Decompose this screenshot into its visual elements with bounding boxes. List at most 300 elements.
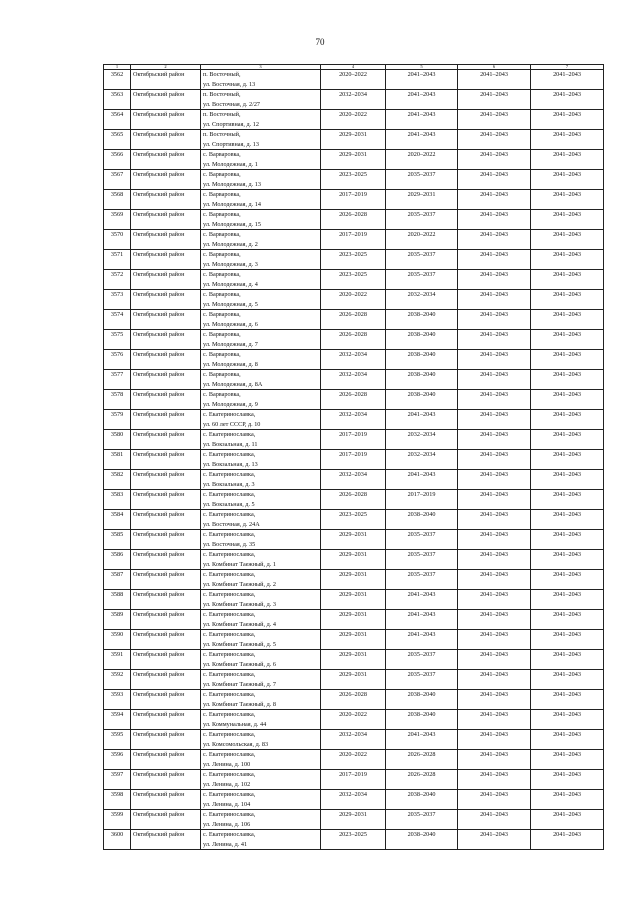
- period-col4-cell: 2032–2034: [321, 470, 386, 490]
- row-number-cell: 3585: [104, 530, 131, 550]
- period-col7-cell: 2041–2043: [531, 270, 604, 290]
- address-settlement: с. Варваровка,: [203, 191, 241, 198]
- period-col6-cell: 2041–2043: [458, 790, 531, 810]
- address-street: ул. Восточная, д. 35: [203, 540, 256, 548]
- period-col6-cell: 2041–2043: [458, 650, 531, 670]
- period-col6-cell: 2041–2043: [458, 510, 531, 530]
- period-col4-cell: 2026–2028: [321, 690, 386, 710]
- period-col5-cell: 2041–2043: [386, 70, 458, 90]
- period-col5-cell: 2035–2037: [386, 570, 458, 590]
- table-row: [104, 750, 604, 770]
- address-street: ул. Вокзальная, д. 5: [203, 500, 255, 508]
- period-col7-cell: 2041–2043: [531, 650, 604, 670]
- period-col7-cell: 2041–2043: [531, 810, 604, 830]
- period-col4-cell: 2026–2028: [321, 210, 386, 230]
- address-settlement: с. Екатеринославка,: [203, 531, 256, 538]
- table-row: [104, 650, 604, 670]
- period-col5-cell: 2035–2037: [386, 810, 458, 830]
- table-row: [104, 310, 604, 330]
- address-cell: [201, 710, 321, 730]
- address-cell: [201, 290, 321, 310]
- table-row: [104, 610, 604, 630]
- row-number-cell: 3597: [104, 770, 131, 790]
- period-col6-cell: 2041–2043: [458, 370, 531, 390]
- address-settlement: с. Екатеринославка,: [203, 551, 256, 558]
- period-col7-cell: 2041–2043: [531, 290, 604, 310]
- period-col6-cell: 2041–2043: [458, 70, 531, 90]
- period-col5-cell: 2038–2040: [386, 390, 458, 410]
- row-number-cell: 3584: [104, 510, 131, 530]
- row-number-cell: 3586: [104, 550, 131, 570]
- row-number-cell: 3578: [104, 390, 131, 410]
- district-cell: Октябрьский район: [131, 690, 201, 710]
- period-col7-cell: 2041–2043: [531, 210, 604, 230]
- district-cell: Октябрьский район: [131, 450, 201, 470]
- column-header: 7: [531, 65, 604, 70]
- address-settlement: с. Екатеринославка,: [203, 591, 256, 598]
- address-cell: [201, 790, 321, 810]
- period-col6-cell: 2041–2043: [458, 570, 531, 590]
- period-col5-cell: 2041–2043: [386, 610, 458, 630]
- table-row: [104, 150, 604, 170]
- period-col6-cell: 2041–2043: [458, 290, 531, 310]
- period-col7-cell: 2041–2043: [531, 390, 604, 410]
- table-row: [104, 630, 604, 650]
- period-col6-cell: 2041–2043: [458, 470, 531, 490]
- period-col4-cell: 2032–2034: [321, 730, 386, 750]
- period-col7-cell: 2041–2043: [531, 610, 604, 630]
- district-cell: Октябрьский район: [131, 750, 201, 770]
- table-row: [104, 730, 604, 750]
- row-number-cell: 3598: [104, 790, 131, 810]
- district-cell: Октябрьский район: [131, 650, 201, 670]
- district-cell: Октябрьский район: [131, 510, 201, 530]
- address-street: ул. Ленина, д. 102: [203, 780, 251, 788]
- period-col7-cell: 2041–2043: [531, 750, 604, 770]
- district-cell: Октябрьский район: [131, 290, 201, 310]
- period-col6-cell: 2041–2043: [458, 110, 531, 130]
- period-col6-cell: 2041–2043: [458, 390, 531, 410]
- district-cell: Октябрьский район: [131, 410, 201, 430]
- table-row: [104, 490, 604, 510]
- district-cell: Октябрьский район: [131, 330, 201, 350]
- address-cell: [201, 650, 321, 670]
- district-cell: Октябрьский район: [131, 710, 201, 730]
- period-col6-cell: 2041–2043: [458, 230, 531, 250]
- table-row: [104, 230, 604, 250]
- address-cell: [201, 470, 321, 490]
- period-col6-cell: 2041–2043: [458, 750, 531, 770]
- address-cell: [201, 490, 321, 510]
- table-row: [104, 390, 604, 410]
- period-col6-cell: 2041–2043: [458, 590, 531, 610]
- address-cell: [201, 410, 321, 430]
- address-settlement: с. Екатеринославка,: [203, 771, 256, 778]
- address-settlement: с. Екатеринославка,: [203, 731, 256, 738]
- period-col4-cell: 2029–2031: [321, 810, 386, 830]
- address-street: ул. Комсомольская, д. 83: [203, 740, 269, 748]
- address-street: ул. Спортивная, д. 12: [203, 120, 259, 128]
- period-col6-cell: 2041–2043: [458, 530, 531, 550]
- period-col5-cell: 2038–2040: [386, 350, 458, 370]
- address-settlement: п. Восточный,: [203, 111, 241, 118]
- period-col4-cell: 2026–2028: [321, 330, 386, 350]
- address-cell: [201, 450, 321, 470]
- district-cell: Октябрьский район: [131, 670, 201, 690]
- period-col4-cell: 2032–2034: [321, 350, 386, 370]
- address-cell: [201, 590, 321, 610]
- period-col5-cell: 2026–2028: [386, 750, 458, 770]
- row-number-cell: 3590: [104, 630, 131, 650]
- address-cell: [201, 330, 321, 350]
- period-col7-cell: 2041–2043: [531, 530, 604, 550]
- period-col7-cell: 2041–2043: [531, 150, 604, 170]
- table-row: [104, 590, 604, 610]
- period-col5-cell: 2017–2019: [386, 490, 458, 510]
- period-col7-cell: 2041–2043: [531, 550, 604, 570]
- address-cell: [201, 670, 321, 690]
- address-street: ул. Восточная, д. 13: [203, 80, 256, 88]
- table-row: [104, 430, 604, 450]
- district-cell: Октябрьский район: [131, 430, 201, 450]
- address-cell: [201, 150, 321, 170]
- address-cell: [201, 350, 321, 370]
- period-col4-cell: 2029–2031: [321, 530, 386, 550]
- period-col7-cell: 2041–2043: [531, 570, 604, 590]
- period-col5-cell: 2041–2043: [386, 470, 458, 490]
- period-col5-cell: 2032–2034: [386, 450, 458, 470]
- period-col5-cell: 2038–2040: [386, 690, 458, 710]
- table-row: [104, 450, 604, 470]
- address-street: ул. Молодежная, д. 8А: [203, 380, 263, 388]
- period-col5-cell: 2020–2022: [386, 230, 458, 250]
- period-col7-cell: 2041–2043: [531, 450, 604, 470]
- address-cell: [201, 510, 321, 530]
- address-street: ул. Молодежная, д. 3: [203, 260, 258, 268]
- period-col7-cell: 2041–2043: [531, 90, 604, 110]
- period-col4-cell: 2029–2031: [321, 670, 386, 690]
- row-number-cell: 3589: [104, 610, 131, 630]
- period-col4-cell: 2023–2025: [321, 250, 386, 270]
- row-number-cell: 3592: [104, 670, 131, 690]
- period-col6-cell: 2041–2043: [458, 210, 531, 230]
- period-col5-cell: 2038–2040: [386, 830, 458, 850]
- address-street: ул. Вокзальная, д. 11: [203, 440, 258, 448]
- district-cell: Октябрьский район: [131, 90, 201, 110]
- register-table: [103, 64, 604, 850]
- address-cell: [201, 690, 321, 710]
- district-cell: Октябрьский район: [131, 350, 201, 370]
- table-row: [104, 770, 604, 790]
- address-settlement: с. Екатеринославка,: [203, 411, 256, 418]
- period-col4-cell: 2020–2022: [321, 70, 386, 90]
- period-col5-cell: 2038–2040: [386, 790, 458, 810]
- address-street: ул. Вокзальная, д. 13: [203, 460, 258, 468]
- row-number-cell: 3568: [104, 190, 131, 210]
- period-col4-cell: 2017–2019: [321, 430, 386, 450]
- address-settlement: с. Екатеринославка,: [203, 831, 256, 838]
- district-cell: Октябрьский район: [131, 570, 201, 590]
- row-number-cell: 3588: [104, 590, 131, 610]
- address-cell: [201, 70, 321, 90]
- period-col6-cell: 2041–2043: [458, 130, 531, 150]
- period-col5-cell: 2035–2037: [386, 210, 458, 230]
- period-col6-cell: 2041–2043: [458, 770, 531, 790]
- period-col6-cell: 2041–2043: [458, 490, 531, 510]
- period-col6-cell: 2041–2043: [458, 190, 531, 210]
- district-cell: Октябрьский район: [131, 810, 201, 830]
- period-col5-cell: 2041–2043: [386, 410, 458, 430]
- period-col5-cell: 2038–2040: [386, 370, 458, 390]
- period-col6-cell: 2041–2043: [458, 330, 531, 350]
- address-street: ул. Ленина, д. 41: [203, 840, 248, 848]
- period-col4-cell: 2020–2022: [321, 290, 386, 310]
- address-settlement: с. Екатеринославка,: [203, 431, 256, 438]
- table-row: [104, 330, 604, 350]
- row-number-cell: 3591: [104, 650, 131, 670]
- period-col5-cell: 2038–2040: [386, 710, 458, 730]
- address-settlement: с. Варваровка,: [203, 371, 241, 378]
- address-cell: [201, 250, 321, 270]
- table-row: [104, 470, 604, 490]
- district-cell: Октябрьский район: [131, 70, 201, 90]
- address-street: ул. Спортивная, д. 13: [203, 140, 259, 148]
- period-col7-cell: 2041–2043: [531, 170, 604, 190]
- period-col7-cell: 2041–2043: [531, 130, 604, 150]
- period-col7-cell: 2041–2043: [531, 310, 604, 330]
- period-col7-cell: 2041–2043: [531, 730, 604, 750]
- row-number-cell: 3581: [104, 450, 131, 470]
- row-number-cell: 3596: [104, 750, 131, 770]
- address-cell: [201, 370, 321, 390]
- table-row: [104, 510, 604, 530]
- row-number-cell: 3566: [104, 150, 131, 170]
- row-number-cell: 3579: [104, 410, 131, 430]
- address-street: ул. Ленина, д. 106: [203, 820, 251, 828]
- period-col4-cell: 2029–2031: [321, 630, 386, 650]
- table-row: [104, 70, 604, 90]
- address-settlement: с. Екатеринославка,: [203, 611, 256, 618]
- period-col7-cell: 2041–2043: [531, 790, 604, 810]
- row-number-cell: 3577: [104, 370, 131, 390]
- row-number-cell: 3574: [104, 310, 131, 330]
- row-number-cell: 3572: [104, 270, 131, 290]
- period-col6-cell: 2041–2043: [458, 350, 531, 370]
- address-cell: [201, 190, 321, 210]
- table-row: [104, 710, 604, 730]
- district-cell: Октябрьский район: [131, 730, 201, 750]
- row-number-cell: 3564: [104, 110, 131, 130]
- district-cell: Октябрьский район: [131, 370, 201, 390]
- address-cell: [201, 130, 321, 150]
- period-col4-cell: 2020–2022: [321, 110, 386, 130]
- address-street: ул. Вокзальная, д. 3: [203, 480, 255, 488]
- address-cell: [201, 630, 321, 650]
- address-cell: [201, 530, 321, 550]
- page-number: 70: [315, 37, 325, 47]
- address-street: ул. Молодежная, д. 7: [203, 340, 258, 348]
- district-cell: Октябрьский район: [131, 770, 201, 790]
- period-col4-cell: 2029–2031: [321, 650, 386, 670]
- period-col6-cell: 2041–2043: [458, 410, 531, 430]
- address-settlement: с. Варваровка,: [203, 391, 241, 398]
- period-col4-cell: 2032–2034: [321, 90, 386, 110]
- period-col5-cell: 2035–2037: [386, 670, 458, 690]
- address-cell: [201, 770, 321, 790]
- address-settlement: с. Варваровка,: [203, 331, 241, 338]
- address-street: ул. Молодежная, д. 13: [203, 180, 261, 188]
- column-header: 4: [321, 65, 386, 70]
- address-cell: [201, 110, 321, 130]
- address-street: ул. Молодежная, д. 4: [203, 280, 258, 288]
- address-settlement: с. Варваровка,: [203, 351, 241, 358]
- period-col4-cell: 2026–2028: [321, 390, 386, 410]
- table-row: [104, 270, 604, 290]
- period-col6-cell: 2041–2043: [458, 270, 531, 290]
- period-col5-cell: 2035–2037: [386, 250, 458, 270]
- row-number-cell: 3570: [104, 230, 131, 250]
- column-header: 5: [386, 65, 458, 70]
- address-street: ул. Молодежная, д. 8: [203, 360, 258, 368]
- period-col6-cell: 2041–2043: [458, 90, 531, 110]
- period-col6-cell: 2041–2043: [458, 450, 531, 470]
- row-number-cell: 3587: [104, 570, 131, 590]
- period-col6-cell: 2041–2043: [458, 810, 531, 830]
- address-settlement: с. Екатеринославка,: [203, 511, 256, 518]
- column-header: 2: [131, 65, 201, 70]
- address-street: ул. Комбинат Таежный, д. 8: [203, 700, 276, 708]
- period-col7-cell: 2041–2043: [531, 830, 604, 850]
- row-number-cell: 3583: [104, 490, 131, 510]
- period-col7-cell: 2041–2043: [531, 490, 604, 510]
- address-cell: [201, 430, 321, 450]
- table-row: [104, 550, 604, 570]
- address-cell: [201, 610, 321, 630]
- table-row: [104, 830, 604, 850]
- column-header: 3: [201, 65, 321, 70]
- address-settlement: с. Екатеринославка,: [203, 571, 256, 578]
- period-col5-cell: 2041–2043: [386, 110, 458, 130]
- row-number-cell: 3575: [104, 330, 131, 350]
- period-col7-cell: 2041–2043: [531, 770, 604, 790]
- table-row: [104, 90, 604, 110]
- period-col5-cell: 2035–2037: [386, 550, 458, 570]
- district-cell: Октябрьский район: [131, 250, 201, 270]
- address-settlement: с. Варваровка,: [203, 251, 241, 258]
- row-number-cell: 3582: [104, 470, 131, 490]
- period-col5-cell: 2041–2043: [386, 90, 458, 110]
- district-cell: Октябрьский район: [131, 790, 201, 810]
- address-street: ул. Молодежная, д. 15: [203, 220, 261, 228]
- period-col6-cell: 2041–2043: [458, 630, 531, 650]
- address-settlement: с. Варваровка,: [203, 171, 241, 178]
- period-col4-cell: 2023–2025: [321, 830, 386, 850]
- table-row: [104, 210, 604, 230]
- address-cell: [201, 210, 321, 230]
- table-row: [104, 690, 604, 710]
- period-col6-cell: 2041–2043: [458, 150, 531, 170]
- period-col5-cell: 2032–2034: [386, 290, 458, 310]
- address-street: ул. Комбинат Таежный, д. 3: [203, 600, 276, 608]
- address-cell: [201, 170, 321, 190]
- table-row: [104, 410, 604, 430]
- period-col5-cell: 2038–2040: [386, 310, 458, 330]
- district-cell: Октябрьский район: [131, 310, 201, 330]
- address-settlement: с. Варваровка,: [203, 271, 241, 278]
- period-col7-cell: 2041–2043: [531, 410, 604, 430]
- period-col5-cell: 2026–2028: [386, 770, 458, 790]
- address-street: ул. Ленина, д. 104: [203, 800, 251, 808]
- period-col5-cell: 2020–2022: [386, 150, 458, 170]
- table-row: [104, 810, 604, 830]
- address-settlement: с. Варваровка,: [203, 231, 241, 238]
- address-settlement: с. Екатеринославка,: [203, 631, 256, 638]
- address-settlement: с. Варваровка,: [203, 291, 241, 298]
- row-number-cell: 3565: [104, 130, 131, 150]
- district-cell: Октябрьский район: [131, 390, 201, 410]
- period-col7-cell: 2041–2043: [531, 590, 604, 610]
- period-col4-cell: 2017–2019: [321, 230, 386, 250]
- address-settlement: с. Екатеринославка,: [203, 791, 256, 798]
- address-cell: [201, 830, 321, 850]
- period-col6-cell: 2041–2043: [458, 710, 531, 730]
- column-header: 6: [458, 65, 531, 70]
- period-col7-cell: 2041–2043: [531, 710, 604, 730]
- address-settlement: с. Варваровка,: [203, 311, 241, 318]
- district-cell: Октябрьский район: [131, 630, 201, 650]
- address-settlement: с. Варваровка,: [203, 211, 241, 218]
- district-cell: Октябрьский район: [131, 270, 201, 290]
- period-col5-cell: 2041–2043: [386, 730, 458, 750]
- district-cell: Октябрьский район: [131, 530, 201, 550]
- address-settlement: с. Екатеринославка,: [203, 811, 256, 818]
- period-col4-cell: 2023–2025: [321, 270, 386, 290]
- address-street: ул. Комбинат Таежный, д. 7: [203, 680, 276, 688]
- period-col7-cell: 2041–2043: [531, 190, 604, 210]
- district-cell: Октябрьский район: [131, 830, 201, 850]
- table-row: [104, 190, 604, 210]
- district-cell: Октябрьский район: [131, 610, 201, 630]
- address-street: ул. Молодежная, д. 14: [203, 200, 261, 208]
- period-col6-cell: 2041–2043: [458, 550, 531, 570]
- period-col4-cell: 2029–2031: [321, 610, 386, 630]
- address-street: ул. Комбинат Таежный, д. 1: [203, 560, 276, 568]
- address-cell: [201, 390, 321, 410]
- address-cell: [201, 570, 321, 590]
- period-col7-cell: 2041–2043: [531, 230, 604, 250]
- address-cell: [201, 270, 321, 290]
- row-number-cell: 3580: [104, 430, 131, 450]
- address-street: ул. Комбинат Таежный, д. 4: [203, 620, 276, 628]
- district-cell: Октябрьский район: [131, 110, 201, 130]
- address-street: ул. Восточная, д. 2/27: [203, 100, 261, 108]
- address-cell: [201, 90, 321, 110]
- table-row: [104, 170, 604, 190]
- address-settlement: с. Екатеринославка,: [203, 671, 256, 678]
- period-col7-cell: 2041–2043: [531, 350, 604, 370]
- row-number-cell: 3567: [104, 170, 131, 190]
- address-street: ул. Молодежная, д. 2: [203, 240, 258, 248]
- period-col6-cell: 2041–2043: [458, 690, 531, 710]
- table-row: [104, 290, 604, 310]
- period-col6-cell: 2041–2043: [458, 170, 531, 190]
- address-settlement: с. Екатеринославка,: [203, 751, 256, 758]
- address-street: ул. Коммунальная, д. 44: [203, 720, 267, 728]
- column-header: 1: [104, 65, 131, 70]
- address-street: ул. Комбинат Таежный, д. 6: [203, 660, 276, 668]
- table-row: [104, 670, 604, 690]
- address-settlement: с. Екатеринославка,: [203, 711, 256, 718]
